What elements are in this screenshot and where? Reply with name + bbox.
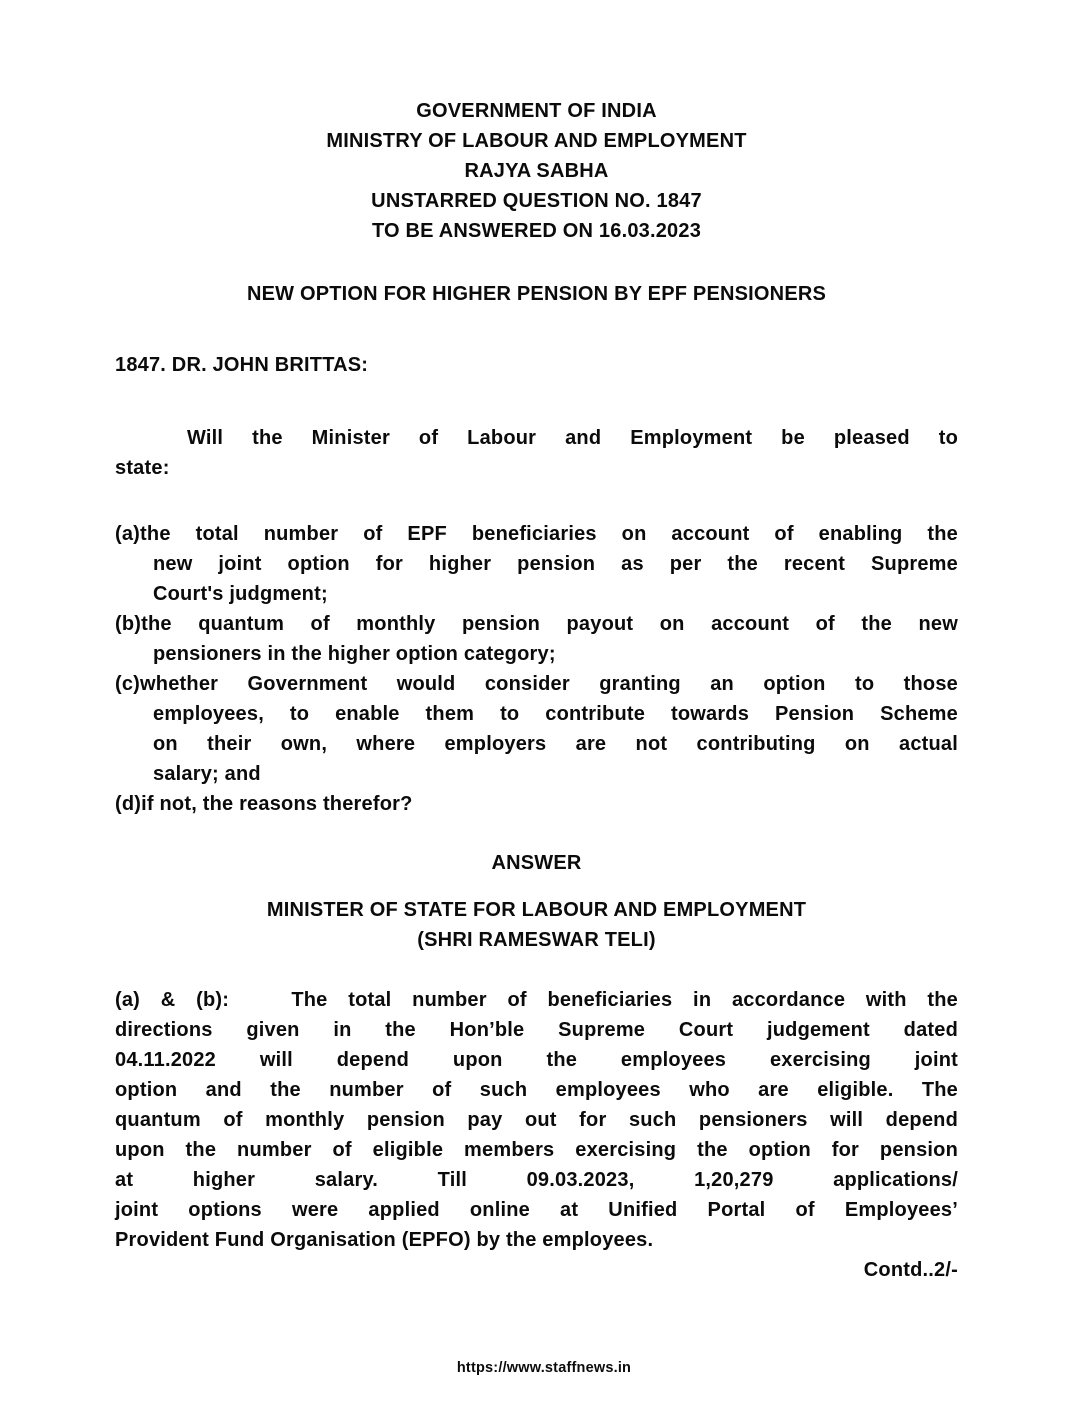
answer-line: upon the number of eligible members exercising the option for pension — [115, 1139, 958, 1161]
question-intro-line: Will the Minister of Labour and Employment be pleased to — [187, 427, 958, 449]
answer-line: quantum of monthly pension pay out for such pensioners will depend — [115, 1109, 958, 1131]
answer-paragraph — [115, 985, 958, 1255]
question-item-line — [115, 669, 958, 699]
minister-title: MINISTER OF STATE FOR LABOUR AND EMPLOYMENT — [266, 899, 807, 921]
question-item-b — [115, 609, 958, 669]
footer-link[interactable]: https://www.staffnews.in — [456, 1360, 632, 1376]
answer-line: 04.11.2022 will depend upon the employees exercising joint — [115, 1049, 958, 1071]
header-line-house: RAJYA SABHA — [464, 160, 609, 182]
question-item-label: (a) — [115, 523, 141, 545]
question-item-label: (c) — [115, 673, 141, 695]
header-line-government: GOVERNMENT OF INDIA — [416, 100, 657, 122]
minister-block — [115, 895, 958, 955]
question-item-line — [115, 789, 958, 819]
question-item-line: pensioners in the higher option category; — [153, 643, 556, 665]
header-line-ministry: MINISTRY OF LABOUR AND EMPLOYMENT — [326, 130, 747, 152]
question-intro-line: state: — [115, 457, 170, 479]
answer-line: Provident Fund Organisation (EPFO) by the employees. — [115, 1229, 654, 1251]
question-list — [115, 519, 958, 819]
question-item-line: Court's judgment; — [153, 583, 328, 605]
question-item-text: the quantum of monthly pension payout on account of the new — [141, 613, 958, 635]
question-number: 1847. DR. JOHN BRITTAS: — [115, 354, 369, 376]
question-item-line: employees, to enable them to contribute towards Pension Scheme — [153, 703, 958, 725]
question-item-line: on their own, where employers are not contributing on actual — [153, 733, 958, 755]
header-line-question-no: UNSTARRED QUESTION NO. 1847 — [371, 190, 702, 212]
contd-note: Contd..2/- — [863, 1259, 958, 1281]
answer-line: (a) & (b): The total number of beneficiaries in accordance with the — [115, 989, 958, 1011]
question-item-label: (b) — [115, 613, 142, 635]
answer-line: directions given in the Hon’ble Supreme Court judgement dated — [115, 1019, 958, 1041]
question-item-label: (d) — [115, 793, 142, 815]
answer-line: joint options were applied online at Unified Portal of Employees’ — [115, 1199, 958, 1221]
question-item-text: the total number of EPF beneficiaries on account of enabling the — [140, 523, 958, 545]
page-footer — [0, 1358, 1088, 1378]
header-line-answer-date: TO BE ANSWERED ON 16.03.2023 — [371, 220, 702, 242]
minister-name: (SHRI RAMESWAR TELI) — [417, 929, 656, 951]
question-item-d — [115, 789, 958, 819]
question-intro — [115, 423, 958, 483]
answer-line: option and the number of such employees who are eligible. The — [115, 1079, 958, 1101]
question-item-line: salary; and — [153, 763, 261, 785]
subject-title: NEW OPTION FOR HIGHER PENSION BY EPF PENSIONERS — [246, 283, 827, 305]
question-item-a — [115, 519, 958, 609]
question-item-text: if not, the reasons therefor? — [141, 793, 413, 815]
answer-heading: ANSWER — [491, 852, 582, 874]
question-item-c — [115, 669, 958, 789]
question-item-line — [115, 519, 958, 549]
question-item-line — [115, 609, 958, 639]
document-header — [115, 96, 958, 246]
answer-line: at higher salary. Till 09.03.2023, 1,20,279 applications/ — [115, 1169, 958, 1191]
question-item-text: whether Government would consider granting an option to those — [140, 673, 958, 695]
question-item-line: new joint option for higher pension as per the recent Supreme — [153, 553, 958, 575]
